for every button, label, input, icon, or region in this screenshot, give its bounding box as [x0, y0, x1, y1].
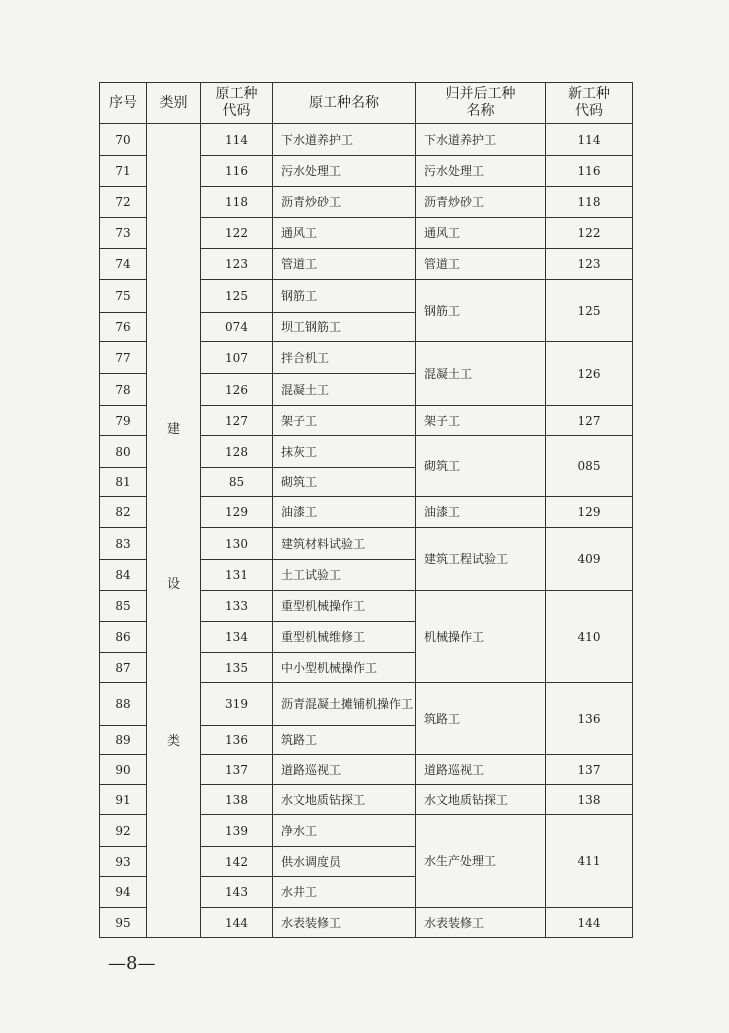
new-code: 137 — [546, 755, 633, 785]
new-code: 122 — [546, 218, 633, 249]
original-code: 133 — [201, 591, 273, 622]
merged-name: 沥青炒砂工 — [416, 187, 546, 218]
new-code: 123 — [546, 249, 633, 280]
row-number: 79 — [100, 406, 147, 436]
job-type-table — [99, 82, 633, 938]
row-number: 71 — [100, 156, 147, 187]
original-code: 144 — [201, 908, 273, 938]
row-number: 88 — [100, 683, 147, 726]
original-name: 中小型机械操作工 — [273, 653, 416, 683]
new-code: 085 — [546, 436, 633, 497]
original-name: 筑路工 — [273, 726, 416, 755]
merged-name: 建筑工程试验工 — [416, 528, 546, 591]
merged-name: 钢筋工 — [416, 280, 546, 342]
row-number: 95 — [100, 908, 147, 938]
original-name: 土工试验工 — [273, 560, 416, 591]
merged-name: 通风工 — [416, 218, 546, 249]
new-code: 114 — [546, 124, 633, 156]
original-code: 142 — [201, 847, 273, 877]
category-char: 建 — [166, 422, 180, 437]
original-name: 水文地质钻探工 — [273, 785, 416, 815]
row-number: 87 — [100, 653, 147, 683]
original-name: 重型机械操作工 — [273, 591, 416, 622]
original-code: 114 — [201, 124, 273, 156]
row-number: 75 — [100, 280, 147, 313]
original-name: 下水道养护工 — [273, 124, 416, 156]
new-code: 126 — [546, 342, 633, 406]
row-number: 94 — [100, 877, 147, 908]
row-number: 73 — [100, 218, 147, 249]
header-orig-name: 原工种名称 — [273, 83, 416, 124]
row-number: 92 — [100, 815, 147, 847]
original-name: 沥青炒砂工 — [273, 187, 416, 218]
category-cell — [147, 124, 201, 938]
row-number: 74 — [100, 249, 147, 280]
original-name: 抹灰工 — [273, 436, 416, 468]
row-number: 77 — [100, 342, 147, 374]
merged-name: 架子工 — [416, 406, 546, 436]
original-code: 143 — [201, 877, 273, 908]
original-name: 架子工 — [273, 406, 416, 436]
merged-name: 污水处理工 — [416, 156, 546, 187]
original-name: 拌合机工 — [273, 342, 416, 374]
original-name: 钢筋工 — [273, 280, 416, 313]
merged-name: 混凝土工 — [416, 342, 546, 406]
original-code: 127 — [201, 406, 273, 436]
original-code: 074 — [201, 313, 273, 342]
table-header — [100, 83, 633, 124]
original-code: 128 — [201, 436, 273, 468]
original-name: 水井工 — [273, 877, 416, 908]
original-name: 坝工钢筋工 — [273, 313, 416, 342]
original-code: 138 — [201, 785, 273, 815]
merged-name: 砌筑工 — [416, 436, 546, 497]
original-code: 139 — [201, 815, 273, 847]
row-number: 83 — [100, 528, 147, 560]
merged-name: 道路巡视工 — [416, 755, 546, 785]
new-code: 136 — [546, 683, 633, 755]
original-name: 污水处理工 — [273, 156, 416, 187]
merged-name: 机械操作工 — [416, 591, 546, 683]
new-code: 129 — [546, 497, 633, 528]
row-number: 84 — [100, 560, 147, 591]
new-code: 118 — [546, 187, 633, 218]
original-code: 126 — [201, 374, 273, 406]
row-number: 89 — [100, 726, 147, 755]
row-number: 76 — [100, 313, 147, 342]
original-code: 85 — [201, 468, 273, 497]
merged-name: 水文地质钻探工 — [416, 785, 546, 815]
new-code: 125 — [546, 280, 633, 342]
original-code: 123 — [201, 249, 273, 280]
original-name: 供水调度员 — [273, 847, 416, 877]
header-no: 序号 — [100, 83, 147, 124]
category-char: 类 — [166, 734, 180, 749]
original-code: 137 — [201, 755, 273, 785]
merged-name: 管道工 — [416, 249, 546, 280]
merged-name: 水表装修工 — [416, 908, 546, 938]
original-name: 通风工 — [273, 218, 416, 249]
header-new-code: 新工种代码 — [546, 83, 633, 124]
header-category: 类别 — [147, 83, 201, 124]
merged-name: 筑路工 — [416, 683, 546, 755]
original-name: 混凝土工 — [273, 374, 416, 406]
original-code: 134 — [201, 622, 273, 653]
original-name: 油漆工 — [273, 497, 416, 528]
header-orig-code: 原工种代码 — [201, 83, 273, 124]
merged-name: 下水道养护工 — [416, 124, 546, 156]
original-name: 沥青混凝土摊铺机操作工 — [273, 683, 416, 726]
original-code: 118 — [201, 187, 273, 218]
original-name: 管道工 — [273, 249, 416, 280]
new-code: 127 — [546, 406, 633, 436]
row-number: 86 — [100, 622, 147, 653]
original-code: 136 — [201, 726, 273, 755]
row-number: 81 — [100, 468, 147, 497]
original-code: 130 — [201, 528, 273, 560]
original-code: 122 — [201, 218, 273, 249]
original-code: 129 — [201, 497, 273, 528]
original-name: 道路巡视工 — [273, 755, 416, 785]
merged-name: 水生产处理工 — [416, 815, 546, 908]
merged-name: 油漆工 — [416, 497, 546, 528]
original-code: 116 — [201, 156, 273, 187]
original-code: 135 — [201, 653, 273, 683]
row-number: 78 — [100, 374, 147, 406]
original-code: 131 — [201, 560, 273, 591]
new-code: 409 — [546, 528, 633, 591]
category-char: 设 — [166, 577, 180, 592]
row-number: 90 — [100, 755, 147, 785]
row-number: 82 — [100, 497, 147, 528]
new-code: 116 — [546, 156, 633, 187]
original-name: 净水工 — [273, 815, 416, 847]
original-code: 319 — [201, 683, 273, 726]
row-number: 85 — [100, 591, 147, 622]
original-code: 125 — [201, 280, 273, 313]
row-number: 72 — [100, 187, 147, 218]
row-number: 93 — [100, 847, 147, 877]
original-name: 水表装修工 — [273, 908, 416, 938]
header-merged-name: 归并后工种名称 — [416, 83, 546, 124]
new-code: 410 — [546, 591, 633, 683]
new-code: 138 — [546, 785, 633, 815]
new-code: 144 — [546, 908, 633, 938]
original-name: 重型机械维修工 — [273, 622, 416, 653]
table-row — [100, 124, 633, 156]
new-code: 411 — [546, 815, 633, 908]
row-number: 70 — [100, 124, 147, 156]
original-code: 107 — [201, 342, 273, 374]
row-number: 91 — [100, 785, 147, 815]
original-name: 建筑材料试验工 — [273, 528, 416, 560]
page-number: —8— — [108, 953, 156, 974]
row-number: 80 — [100, 436, 147, 468]
original-name: 砌筑工 — [273, 468, 416, 497]
